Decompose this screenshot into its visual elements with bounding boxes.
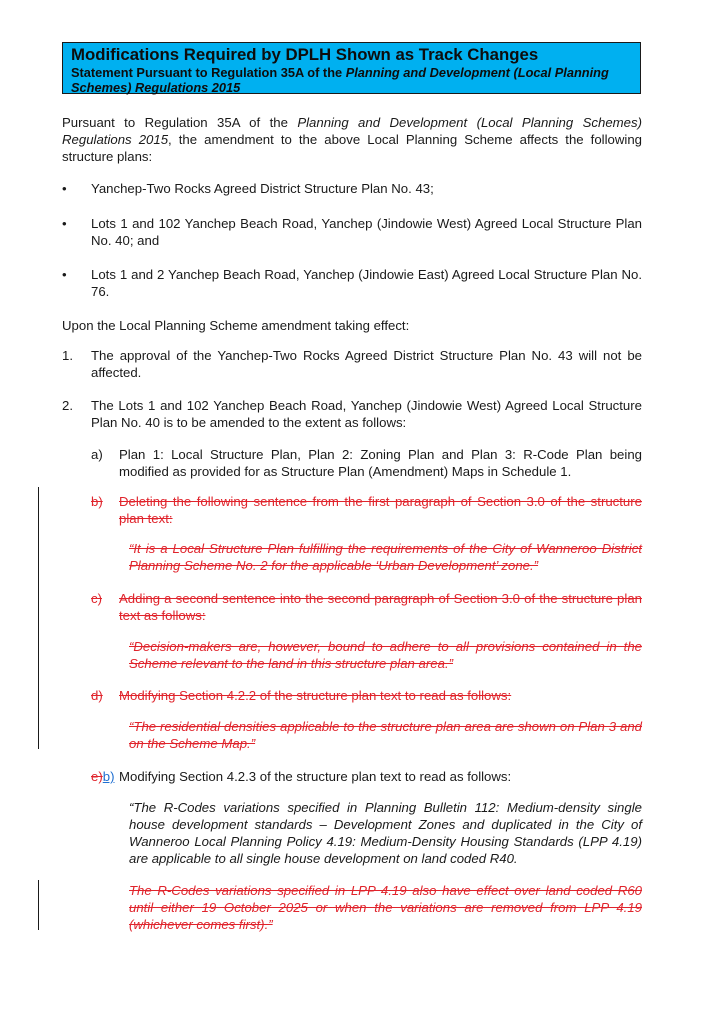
bullet-marker: •: [62, 267, 67, 282]
header-box: [62, 42, 641, 94]
list-item: Lots 1 and 102 Yanchep Beach Road, Yanchep (Jindowie West) Agreed Local Structure Plan No. 40; and: [91, 216, 642, 248]
intro-post: , the amendment to the above Local Planning Scheme affects the following structure plans:: [62, 132, 642, 164]
item-b-text: Deleting the following sentence from the first paragraph of Section 3.0 of the structure plan text:: [119, 494, 642, 526]
intro-paragraph: [62, 114, 642, 165]
change-bar: [38, 487, 39, 749]
item-d-text: Modifying Section 4.2.2 of the structure plan text to read as follows:: [119, 688, 512, 703]
item-e-label-inserted: b): [102, 769, 115, 784]
page-title: Modifications Required by DPLH Shown as Track Changes: [71, 45, 539, 64]
item-c-quote: “Decision-makers are, however, bound to adhere to all provisions contained in the Scheme relevant to the land in this structure plan area.”: [129, 639, 642, 671]
item-e-label-deleted: e): [91, 769, 103, 784]
page-subtitle: [71, 65, 632, 95]
change-bar: [38, 880, 39, 930]
numbered-item-2: The Lots 1 and 102 Yanchep Beach Road, Yanchep (Jindowie West) Agreed Local Structure Plan No. 40 is to be amended to the extent as follows:: [91, 398, 642, 430]
bullet-marker: •: [62, 216, 67, 231]
upon-paragraph: Upon the Local Planning Scheme amendment taking effect:: [62, 318, 410, 333]
intro-pre: Pursuant to Regulation 35A of the: [62, 115, 298, 130]
list-item: Yanchep-Two Rocks Agreed District Structure Plan No. 43;: [91, 181, 434, 196]
item-e-quote: “The R-Codes variations specified in Planning Bulletin 112: Medium-density single house development standards – Development Zones and duplicated in the City of Wanneroo Local Planning Policy 4.19: Medium-Density Housing Standards (LPP 4.19) are applicable to all single house development on land coded R40.: [129, 800, 642, 866]
item-d-label: d): [91, 688, 103, 703]
item-b-quote: “It is a Local Structure Plan fulfilling the requirements of the City of Wanneroo District Planning Scheme No. 2 for the applicable ‘Urban Development’ zone.”: [129, 541, 642, 573]
item-e-text: Modifying Section 4.2.3 of the structure plan text to read as follows:: [119, 769, 512, 784]
item-c-text: Adding a second sentence into the second paragraph of Section 3.0 of the structure plan text as follows:: [119, 591, 642, 623]
item-c-label: c): [91, 591, 102, 606]
item-b-label: b): [91, 494, 103, 509]
bullet-marker: •: [62, 181, 67, 196]
subtitle-italic: Planning and Development (Local Planning Schemes) Regulations 2015: [71, 65, 609, 95]
item-a-label: a): [91, 447, 103, 462]
item-a-text: Plan 1: Local Structure Plan, Plan 2: Zoning Plan and Plan 3: R-Code Plan being modified as provided for as Structure Plan (Amendment) Maps in Schedule 1.: [119, 447, 642, 479]
item-e-quote-deleted: The R-Codes variations specified in LPP 4.19 also have effect over land coded R60 until either 19 October 2025 or when the variations are removed from LPP 4.19 (whichever comes first).”: [129, 883, 642, 932]
intro-italic: Planning and Development (Local Planning Schemes) Regulations 2015: [62, 115, 642, 147]
subtitle-prefix: Statement Pursuant to Regulation 35A of the: [71, 65, 346, 80]
list-item: Lots 1 and 2 Yanchep Beach Road, Yanchep (Jindowie East) Agreed Local Structure Plan No. 76.: [91, 267, 642, 299]
number-1: 1.: [62, 348, 73, 363]
item-d-quote: “The residential densities applicable to the structure plan area are shown on Plan 3 and on the Scheme Map.”: [129, 719, 642, 751]
numbered-item-1: The approval of the Yanchep-Two Rocks Agreed District Structure Plan No. 43 will not be affected.: [91, 348, 642, 380]
number-2: 2.: [62, 398, 73, 413]
item-e-label: [91, 768, 114, 785]
